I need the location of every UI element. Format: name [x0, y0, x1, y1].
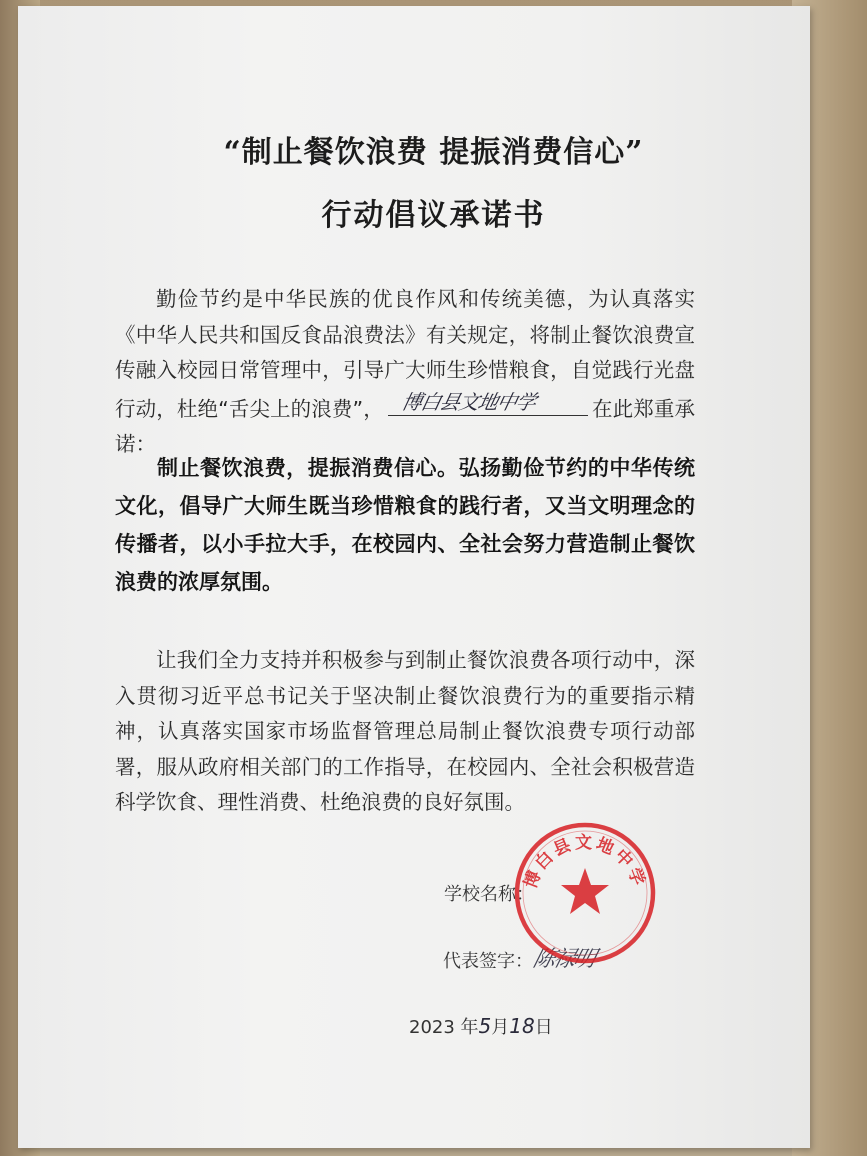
seal-text: 博白县文地中学 — [520, 833, 650, 892]
date-month-char: 月 — [491, 1017, 510, 1038]
date-year-char: 年 — [460, 1017, 479, 1038]
paragraph-1-text: 勤俭节约是中华民族的优良作风和传统美德，为认真落实《中华人民共和国反食品浪费法》有关规定，将制止餐饮浪费宣传融入校园日常管理中，引导广大师生珍惜粮食，自觉践行光盘行动，杜绝“舌尖上的浪费”， — [115, 287, 695, 421]
date-day: 18 — [509, 1014, 535, 1038]
date-year: 2023 — [409, 1017, 455, 1038]
paragraph-1 — [115, 282, 695, 463]
handwritten-school-name — [388, 389, 588, 416]
paragraph-1-ending: 在此郑重承诺： — [115, 396, 695, 456]
representative-signature: 陈禄明 — [530, 947, 597, 972]
date-month: 5 — [478, 1014, 492, 1038]
official-seal-stamp — [510, 818, 660, 968]
seal-star-icon — [561, 868, 609, 914]
school-name-label: 学校名称： — [444, 884, 534, 905]
date-day-char: 日 — [534, 1017, 553, 1038]
handwritten-school-text: 博白县文地中学 — [399, 389, 538, 414]
document-title-line2: 行动倡议承诺书 — [321, 198, 546, 233]
document-date — [409, 1013, 553, 1039]
paragraph-3: 让我们全力支持并积极参与到制止餐饮浪费各项行动中，深入贯彻习近平总书记关于坚决制止餐饮浪费行为的重要指示精神，认真落实国家市场监督管理总局制止餐饮浪费专项行动部署，服从政府相关部门的工作指导，在校园内、全社会积极营造科学饮食、理性消费、杜绝浪费的良好氛围。 — [115, 648, 695, 814]
paragraph-2-bold: 制止餐饮浪费，提振消费信心。弘扬勤俭节约的中华传统文化，倡导广大师生既当珍惜粮食的践行者，又当文明理念的传播者，以小手拉大手，在校园内、全社会努力营造制止餐饮浪费的浓厚氛围。 — [115, 456, 695, 594]
document-title-line1: “制止餐饮浪费 提振消费信心” — [223, 135, 644, 170]
representative-label: 代表签字： — [443, 951, 533, 972]
